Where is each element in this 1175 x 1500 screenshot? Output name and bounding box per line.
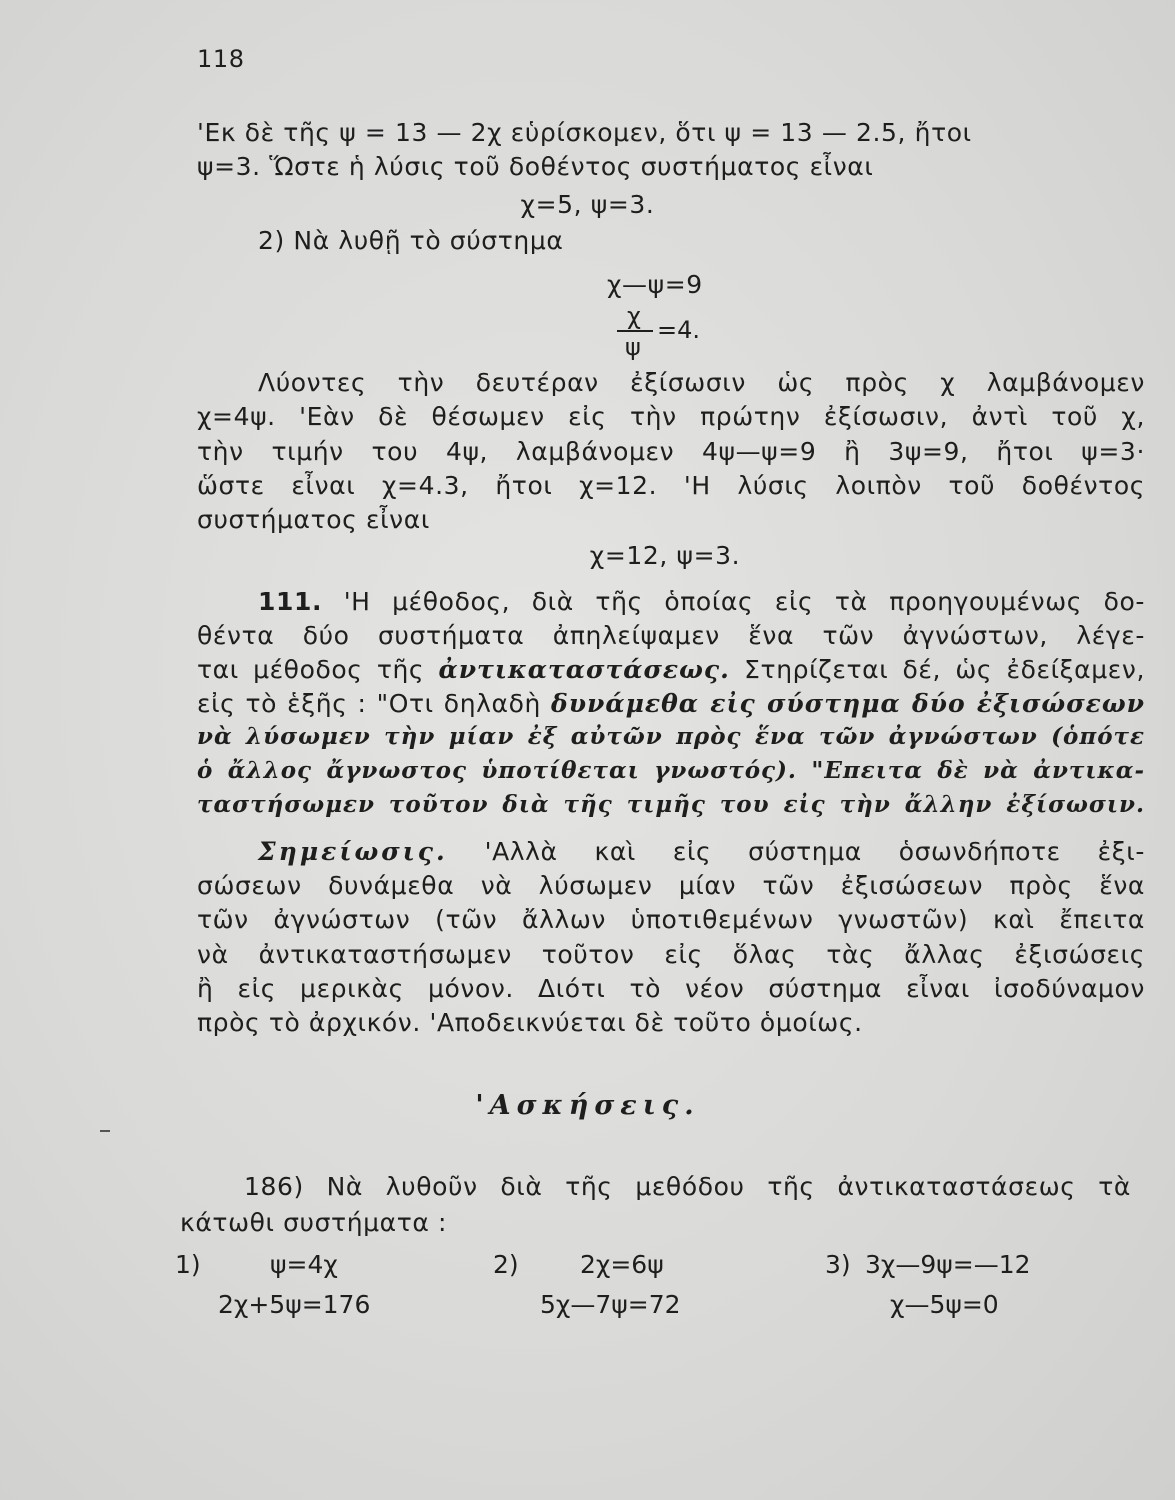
system-equation: 2χ+5ψ=176 [218,1290,371,1319]
text-line: χ=4ψ. 'Εὰν δὲ θέσωμεν εἰς τὴν πρώτην ἐξίσωσιν, ἀντὶ τοῦ χ, [197,402,1145,431]
solution-line: χ=5, ψ=3. [520,190,655,219]
emphasis-line: ταστήσωμεν τοῦτον διὰ τῆς τιμῆς του εἰς τὴν ἄλλην ἐξίσωσιν. [197,791,1145,818]
text-line: Σημείωσις. 'Αλλὰ καὶ εἰς σύστημα ὁσωνδήποτε ἐξι- [258,837,1145,866]
system-equation: 5χ—7ψ=72 [540,1290,681,1319]
text-line: πρὸς τὸ ἀρχικόν. 'Αποδεικνύεται δὲ τοῦτο ὁμοίως. [197,1008,863,1037]
emphasis-line: νὰ λύσωμεν τὴν μίαν ἐξ αὐτῶν πρὸς ἕνα τῶν ἀγνώστων (ὁπότε [197,723,1145,750]
emphasis-line: ὁ ἄλλος ἄγνωστος ὑποτίθεται γνωστός). "Επειτα δὲ νὰ ἀντικα- [197,757,1145,784]
margin-mark [100,1130,110,1132]
text-line: νὰ ἀντικαταστήσωμεν τοῦτον εἰς ὅλας τὰς ἄλλας ἐξισώσεις [197,940,1145,969]
fraction-bar [617,330,653,332]
text-line: συστήματος εἶναι [197,505,430,534]
system-equation: χ—5ψ=0 [890,1290,999,1319]
exercise-line: κάτωθι συστήματα : [180,1208,448,1237]
note-label: Σημείωσις. [258,837,448,866]
text-line: 'Εκ δὲ τῆς ψ = 13 — 2χ εὑρίσκομεν, ὅτι ψ = 13 — 2.5, ἤτοι [197,118,972,147]
fraction-numerator: χ [627,302,641,330]
text-line: ται μέθοδος τῆς ἀντικαταστάσεως. Στηρίζεται δέ, ὡς ἐδείξαμεν, [197,655,1145,684]
text-line: σώσεων δυνάμεθα νὰ λύσωμεν μίαν τῶν ἐξισώσεων πρὸς ἕνα [197,871,1145,900]
exercises-heading: 'Ασκήσεις. [475,1090,700,1121]
text-line: 111. 'Η μέθοδος, διὰ τῆς ὁποίας εἰς τὰ προηγουμένως δο- [258,587,1146,616]
fraction-denominator: ψ [625,333,641,361]
text-line: ἢ εἰς μερικὰς μόνον. Διότι τὸ νέον σύστημα εἶναι ἰσοδύναμον [197,974,1145,1003]
example-intro: 2) Νὰ λυθῇ τὸ σύστημα [258,226,564,255]
text-line: ὥστε εἶναι χ=4.3, ἤτοι χ=12. 'Η λύσις λοιπὸν τοῦ δοθέντος [197,471,1145,500]
solution-line: χ=12, ψ=3. [589,541,741,570]
system-equation: ψ=4χ [270,1250,338,1279]
exercise-line: 186) Νὰ λυθοῦν διὰ τῆς μεθόδου τῆς ἀντικαταστάσεως τὰ [244,1172,1131,1201]
system-label: 3) [825,1250,851,1279]
system-label: 1) [175,1250,201,1279]
text-line: εἰς τὸ ἑξῆς : "Οτι δηλαδὴ δυνάμεθα εἰς σύστημα δύο ἐξισώσεων [197,689,1146,718]
system-label: 2) [493,1250,519,1279]
page-number: 118 [197,45,245,73]
text-line: τὴν τιμήν του 4ψ, λαμβάνομεν 4ψ—ψ=9 ἢ 3ψ=9, ἤτοι ψ=3· [197,437,1145,466]
text-line: Λύοντες τὴν δευτέραν ἐξίσωσιν ὡς πρὸς χ λαμβάνομεν [258,368,1145,397]
text-line: ψ=3. Ὥστε ἡ λύσις τοῦ δοθέντος συστήματος εἶναι [197,152,874,181]
fraction-rhs: =4. [657,316,701,344]
system-equation: 2χ=6ψ [580,1250,664,1279]
text-line: τῶν ἀγνώστων (τῶν ἄλλων ὑποτιθεμένων γνωστῶν) καὶ ἔπειτα [197,905,1145,934]
term-emphasis: ἀντικαταστάσεως. [438,655,730,684]
equation: χ—ψ=9 [607,270,703,299]
section-number: 111. [258,587,323,616]
text-line: θέντα δύο συστήματα ἀπηλείψαμεν ἕνα τῶν ἀγνώστων, λέγε- [197,621,1145,650]
system-equation: 3χ—9ψ=—12 [865,1250,1031,1279]
